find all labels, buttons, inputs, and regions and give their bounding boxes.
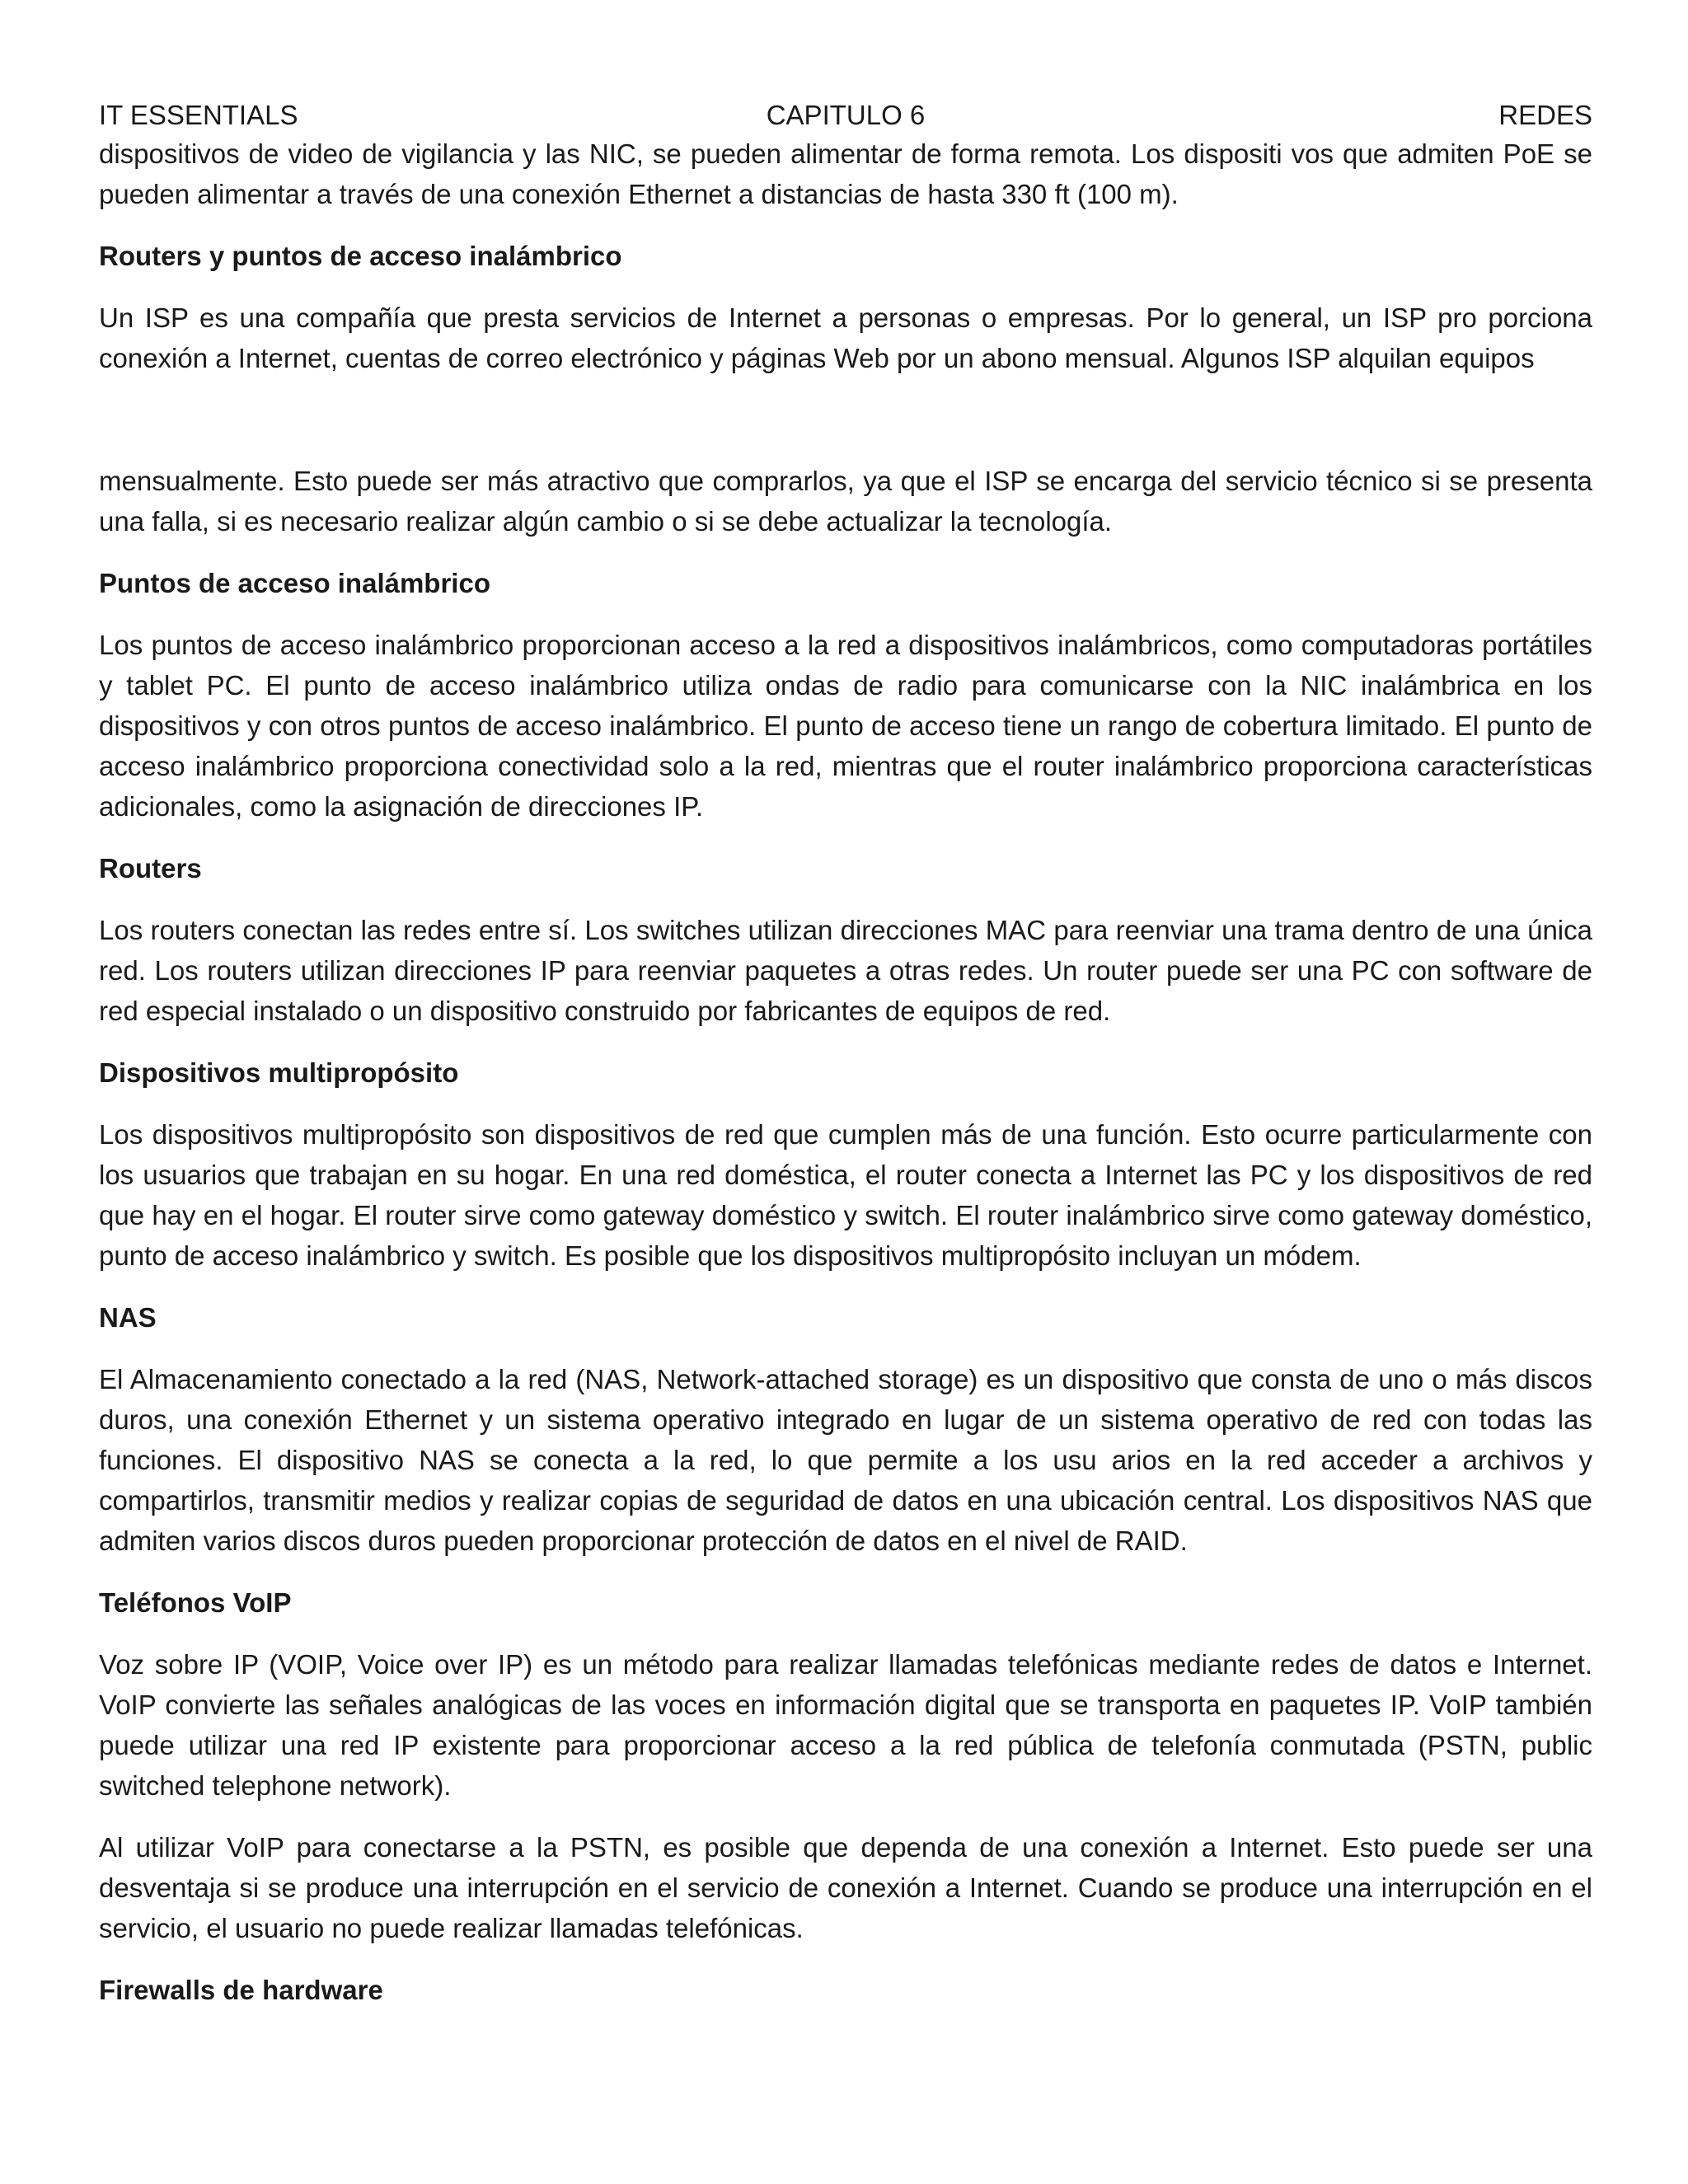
section-heading-multiproposito: Dispositivos multipropósito <box>99 1057 459 1088</box>
section-heading-puntos-acceso: Puntos de acceso inalámbrico <box>99 568 490 598</box>
intro-paragraph: dispositivos de video de vigilancia y las NIC, se pueden alimentar de forma remota. Los dispositi vos que admiten PoE se pueden alimentar a través de una conexión Ethernet a distancias de hasta 330 ft (100 m). <box>99 138 1592 209</box>
header-left: IT ESSENTIALS <box>99 100 298 130</box>
paragraph-multiproposito: Los dispositivos multipropósito son dispositivos de red que cumplen más de una función. Esto ocurre particularmente con los usuarios que trabajan en su hogar. En una red doméstica, el router conecta a Internet las PC y los dispositivos de red que hay en el hogar. El router sirve como gateway doméstico y switch. El router inalámbrico sirve como gateway doméstico, punto de acceso inalámbrico y switch. Es posible que los dispositivos multipropósito incluyan un módem. <box>99 1119 1592 1271</box>
paragraph-isp: Un ISP es una compañía que presta servicios de Internet a personas o empresas. Por lo general, un ISP pro porciona conexión a Internet, cuentas de correo electrónico y páginas Web por un abono mensual. Algunos ISP alquilan equipos <box>99 302 1592 373</box>
paragraph-nas: El Almacenamiento conectado a la red (NAS, Network-attached storage) es un dispositivo que consta de uno o más discos duros, una conexión Ethernet y un sistema operativo integrado en lugar de un sistema operativo de red con todas las funciones. El dispositivo NAS se conecta a la red, lo que permite a los usu arios en la red acceder a archivos y compartirlos, transmitir medios y realizar copias de seguridad de datos en una ubicación central. Los dispositivos NAS que admiten varios discos duros pueden proporcionar protección de datos en el nivel de RAID. <box>99 1364 1592 1556</box>
section-heading-nas: NAS <box>99 1302 157 1333</box>
header-right: REDES <box>1498 100 1592 130</box>
paragraph-voip-2: Al utilizar VoIP para conectarse a la PSTN, es posible que dependa de una conexión a Internet. Esto puede ser una desventaja si se produce una interrupción en el servicio de conexión a Internet. Cuando se produce una interrupción en el servicio, el usuario no puede realizar llamadas telefónicas. <box>99 1832 1592 1943</box>
header-center: CAPITULO 6 <box>766 100 926 130</box>
section-heading-firewalls: Firewalls de hardware <box>99 1975 383 2005</box>
section-heading-voip: Teléfonos VoIP <box>99 1587 292 1618</box>
document-page <box>99 97 1592 2010</box>
paragraph-voip-1: Voz sobre IP (VOIP, Voice over IP) es un método para realizar llamadas telefónicas mediante redes de datos e Internet. VoIP convierte las señales analógicas de las voces en información digital que se transporta en paquetes IP. VoIP también puede utilizar una red IP existente para proporcionar acceso a la red pública de telefonía conmutada (PSTN, public switched telephone network). <box>99 1649 1592 1801</box>
section-heading-routers: Routers <box>99 853 202 883</box>
paragraph-isp-continued: mensualmente. Esto puede ser más atractivo que comprarlos, ya que el ISP se encarga del servicio técnico si se presenta una falla, si es necesario realizar algún cambio o si se debe actualizar la tecnología. <box>99 466 1592 537</box>
section-heading-routers-ap: Routers y puntos de acceso inalámbrico <box>99 241 622 271</box>
running-header <box>99 97 1592 134</box>
paragraph-routers: Los routers conectan las redes entre sí. Los switches utilizan direcciones MAC para reenviar una trama dentro de una única red. Los routers utilizan direcciones IP para reenviar paquetes a otras redes. Un router puede ser una PC con software de red especial instalado o un dispositivo construido por fabricantes de equipos de red. <box>99 915 1592 1026</box>
paragraph-puntos-acceso: Los puntos de acceso inalámbrico proporcionan acceso a la red a dispositivos inalámbricos, como computadoras portátiles y tablet PC. El punto de acceso inalámbrico utiliza ondas de radio para comunicarse con la NIC inalámbrica en los dispositivos y con otros puntos de acceso inalámbrico. El punto de acceso tiene un rango de cobertura limitado. El punto de acceso inalámbrico proporciona conectividad solo a la red, mientras que el router inalámbrico proporciona características adicionales, como la asignación de direcciones IP. <box>99 630 1592 822</box>
